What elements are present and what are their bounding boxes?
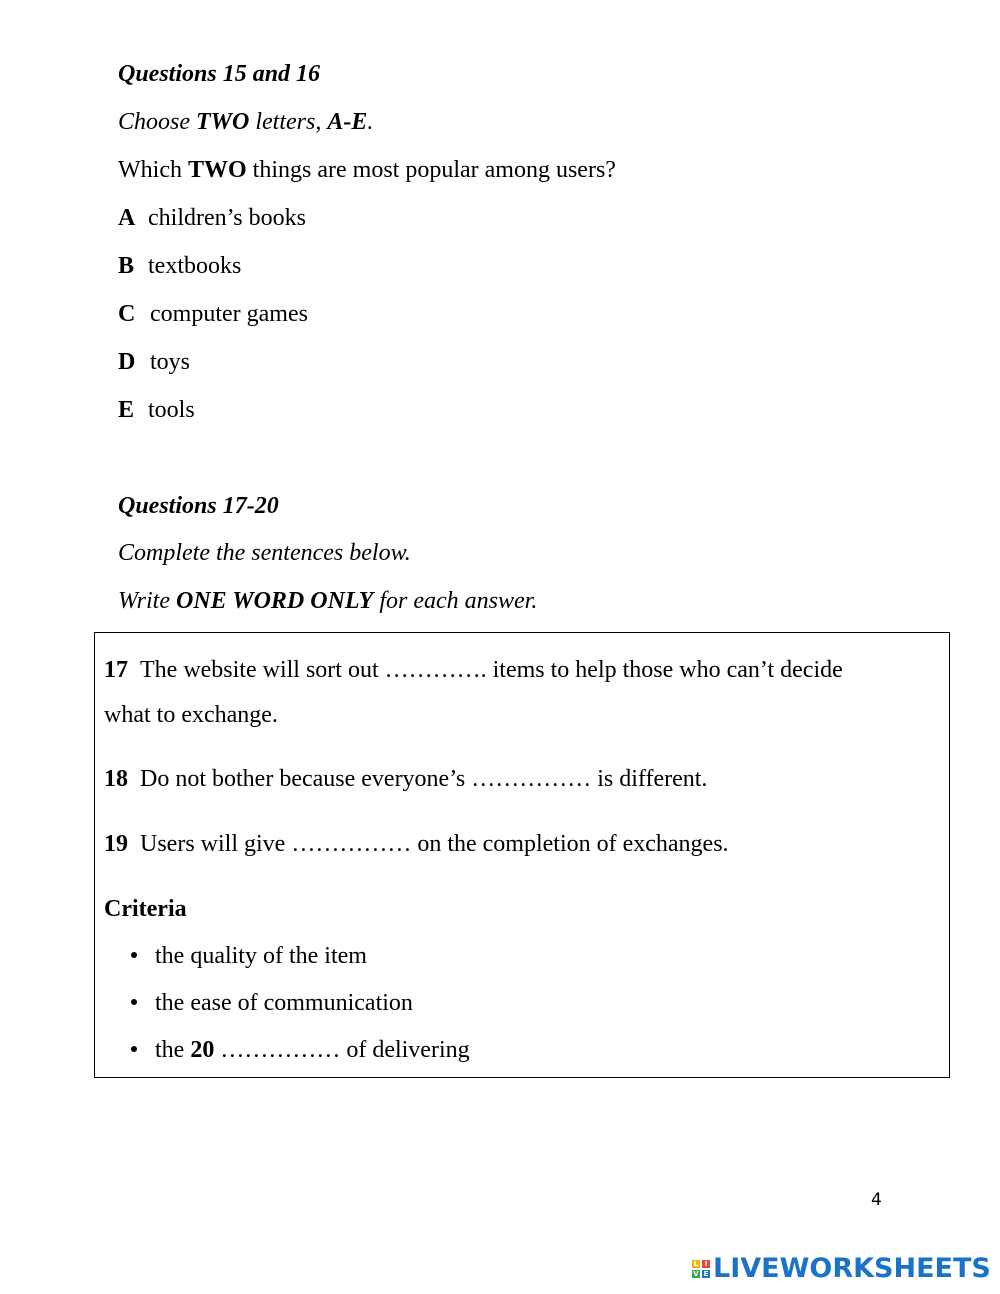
logo-mark-icon [692, 1260, 710, 1278]
bullet-icon [131, 1046, 137, 1052]
option-d[interactable] [118, 347, 190, 377]
section-heading-q15-16: Questions 15 and 16 [118, 61, 321, 87]
option-text: toys [150, 349, 191, 375]
instruction-bold: ONE WORD ONLY [176, 588, 374, 614]
option-c[interactable] [118, 299, 308, 329]
option-e[interactable] [118, 395, 195, 425]
instruction-text: Choose [118, 109, 196, 135]
question-number: 18 [104, 766, 128, 792]
question-text-part: things are most popular among users? [246, 157, 616, 183]
criteria-text: …………… of delivering [214, 1037, 470, 1063]
instruction-text: Write [118, 588, 176, 614]
question-text [118, 155, 616, 185]
bullet-icon [131, 999, 137, 1005]
logo-mark-letter: E [703, 1270, 709, 1278]
sentence-18 [104, 764, 707, 794]
section-heading-q17-20: Questions 17-20 [118, 493, 279, 519]
criteria-item [131, 988, 413, 1018]
option-text: tools [148, 397, 195, 423]
criteria-item-20 [131, 1035, 470, 1065]
bullet-icon [131, 952, 137, 958]
option-a[interactable] [118, 203, 306, 233]
sentence-text: Do not bother because everyone’s …………… is different. [140, 766, 708, 792]
option-b[interactable] [118, 251, 241, 281]
criteria-title: Criteria [104, 896, 187, 922]
instruction-bold: TWO [196, 109, 250, 135]
option-text: textbooks [148, 253, 242, 279]
option-letter: B [118, 253, 135, 279]
sentence-text: Users will give …………… on the completion of exchanges. [140, 831, 729, 857]
sentence-17 [104, 655, 843, 685]
option-letter: A [118, 205, 136, 231]
option-text: children’s books [148, 205, 306, 231]
instruction-complete: Complete the sentences below. [118, 540, 411, 566]
sentence-completion-box [94, 632, 950, 1078]
question-number: 20 [190, 1037, 215, 1063]
option-letter: D [118, 349, 136, 375]
question-number: 17 [104, 657, 128, 683]
question-text-part: Which [118, 157, 188, 183]
instruction-text: . [367, 109, 374, 135]
question-bold: TWO [187, 157, 247, 183]
criteria-text: the [155, 1037, 191, 1063]
logo-mark-letter: I [702, 1260, 710, 1268]
logo-mark-letter: L [693, 1260, 699, 1268]
sentence-text: The website will sort out …………. items to help those who can’t decide [140, 657, 843, 683]
logo-mark-letter: V [693, 1270, 699, 1278]
liveworksheets-logo[interactable] [692, 1252, 991, 1286]
criteria-text: the ease of communication [155, 990, 413, 1016]
instruction-write [118, 586, 537, 616]
sentence-17-continued: what to exchange. [104, 702, 278, 728]
option-letter: C [118, 301, 136, 327]
page-number: 4 [871, 1190, 882, 1210]
criteria-text: the quality of the item [155, 943, 367, 969]
sentence-19 [104, 829, 729, 859]
instruction-text: for each answer. [373, 588, 538, 614]
option-text: computer games [150, 301, 308, 327]
question-number: 19 [104, 831, 128, 857]
logo-text: LIVEWORKSHEETS [713, 1253, 991, 1284]
instruction-choose [118, 107, 373, 137]
option-letter: E [118, 397, 135, 423]
instruction-bold: A-E [327, 109, 368, 135]
instruction-text: letters, [249, 109, 328, 135]
criteria-item [131, 941, 367, 971]
